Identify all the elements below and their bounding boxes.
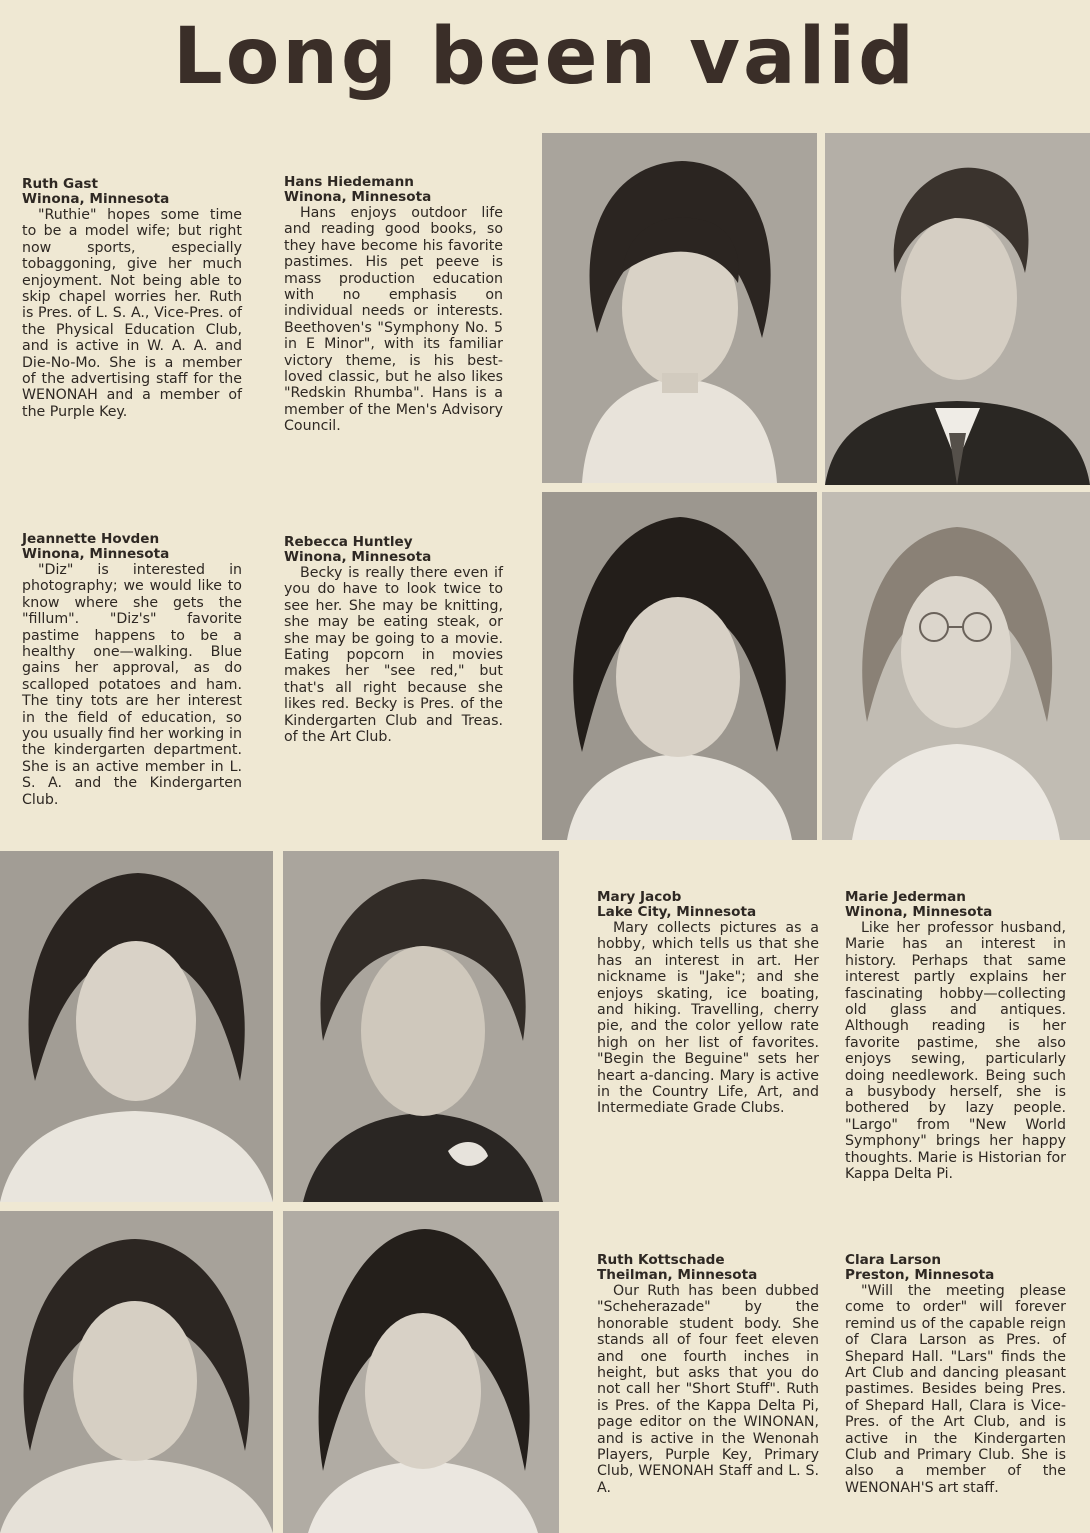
student-name: Rebecca Huntley [284, 534, 413, 550]
student-bio: Like her professor husband, Marie has an interest in history. Perhaps that same interest partly explains her fascinating hobby—collecting old glass and antiques. Although reading is her favorite pastime, she also enjoys sewing, particularly doing needlework. Being such a busybody herself, she is bothered by lazy people. "Largo" from "New World Symphony" brings her happy thoughts. Marie is Historian for Kappa Delta Pi. [845, 920, 1066, 1183]
bio-mary-jacob [597, 890, 819, 1117]
student-bio: "Ruthie" hopes some time to be a model wife; but right now sports, especially tobaggoning, give her much enjoyment. Not being able to skip chapel worries her. Ruth is Pres. of L. S. A., Vice-Pres. of the Physical Education Club, and is active in W. A. A. and Die-No-Mo. She is a member of the advertising staff for the WENONAH and a member of the Purple Key. [22, 207, 242, 420]
bio-ruth-kottschade [597, 1253, 819, 1496]
student-bio: "Diz" is interested in photography; we would like to know where she gets the "fillum". "Diz's" favorite pastime happens to be a healthy one—walking. Blue gains her approval, as do scalloped potatoes and ham. The tiny tots are her interest in the field of education, so you usually find her working in the kindergarten department. She is an active member in L. S. A. and the Kindergarten Club. [22, 562, 242, 808]
bio-ruth-gast [22, 177, 242, 420]
student-hometown: Preston, Minnesota [845, 1267, 995, 1283]
student-name: Ruth Kottschade [597, 1252, 725, 1268]
student-hometown: Winona, Minnesota [22, 546, 170, 562]
student-hometown: Winona, Minnesota [284, 549, 432, 565]
student-name: Ruth Gast [22, 176, 98, 192]
student-name: Hans Hiedemann [284, 174, 414, 190]
bio-marie-jederman [845, 890, 1066, 1183]
student-hometown: Winona, Minnesota [845, 904, 993, 920]
bio-jeannette-hovden [22, 532, 242, 808]
student-name: Mary Jacob [597, 889, 682, 905]
student-name: Marie Jederman [845, 889, 966, 905]
portrait-photo [283, 851, 559, 1202]
portrait-photo [825, 133, 1090, 485]
student-name: Jeannette Hovden [22, 531, 160, 547]
student-bio: Mary collects pictures as a hobby, which tells us that she has an interest in art. Her nickname is "Jake"; and she enjoys skating, ice boating, and hiking. Travelling, cherry pie, and the color yellow rate high on her list of favorites. "Begin the Beguine" sets her heart a-dancing. Mary is active in the Country Life, Art, and Intermediate Grade Clubs. [597, 920, 819, 1117]
portrait-photo [822, 492, 1090, 840]
bio-hans-hiedemann [284, 175, 503, 435]
portrait-photo [0, 1211, 273, 1533]
student-hometown: Lake City, Minnesota [597, 904, 757, 920]
portrait-photo [542, 133, 817, 483]
portrait-photo [542, 492, 817, 840]
portrait-photo [0, 851, 273, 1202]
student-hometown: Winona, Minnesota [22, 191, 170, 207]
portrait-photo [283, 1211, 559, 1533]
student-hometown: Winona, Minnesota [284, 189, 432, 205]
page-title: Long been valid [173, 12, 917, 102]
bio-rebecca-huntley [284, 535, 503, 745]
student-name: Clara Larson [845, 1252, 942, 1268]
student-bio: Hans enjoys outdoor life and reading good books, so they have become his favorite pastimes. His pet peeve is mass production education with no emphasis on individual needs or interests. Beethoven's "Symphony No. 5 in E Minor", with its familiar victory theme, is his best-loved classic, but he also likes "Redskin Rhumba". Hans is a member of the Men's Advisory Council. [284, 205, 503, 435]
student-bio: Our Ruth has been dubbed "Scheherazade" by the honorable student body. She stands all of four feet eleven and one fourth inches in height, but asks that you do not call her "Short Stuff". Ruth is Pres. of the Kappa Delta Pi, page editor on the WINONAN, and is active in the Wenonah Players, Purple Key, Primary Club, WENONAH Staff and L. S. A. [597, 1283, 819, 1496]
student-hometown: Theilman, Minnesota [597, 1267, 758, 1283]
bio-clara-larson [845, 1253, 1066, 1496]
student-bio: Becky is really there even if you do have to look twice to see her. She may be knitting, she may be eating steak, or she may be going to a movie. Eating popcorn in movies makes her "see red," but that's all right because she likes red. Becky is Pres. of the Kindergarten Club and Treas. of the Art Club. [284, 565, 503, 746]
student-bio: "Will the meeting please come to order" will forever remind us of the capable reign of Clara Larson as Pres. of Shepard Hall. "Lars" finds the Art Club and dancing pleasant pastimes. Besides being Pres. of Shepard Hall, Clara is Vice-Pres. of the Art Club, and is active in the Kindergarten Club and Primary Club. She is also a member of the WENONAH'S art staff. [845, 1283, 1066, 1496]
